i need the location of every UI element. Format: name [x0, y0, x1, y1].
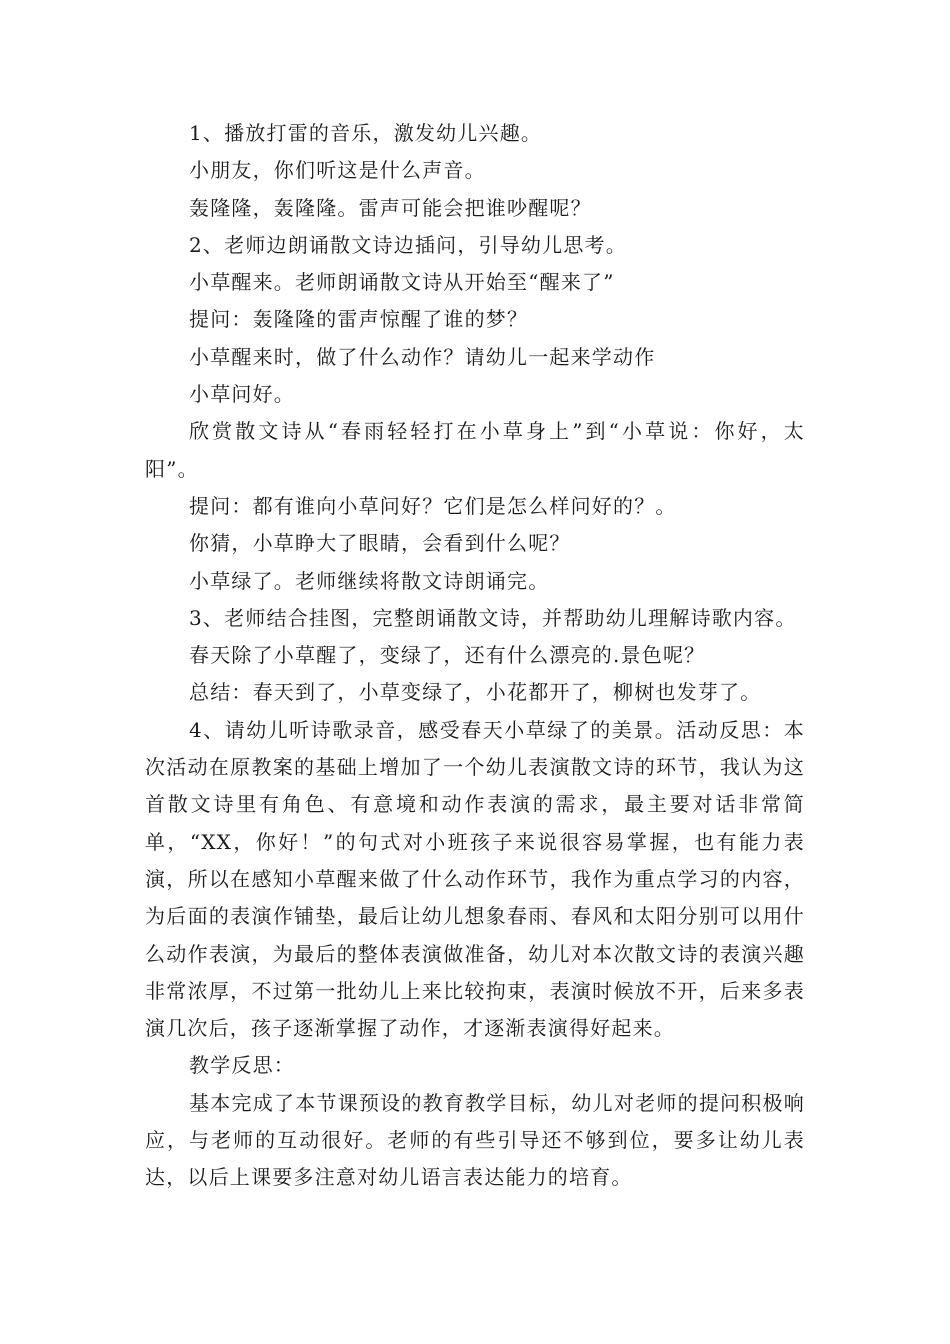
paragraph: 3、老师结合挂图，完整朗诵散文诗，并帮助幼儿理解诗歌内容。	[189, 605, 797, 630]
paragraph: 小朋友，你们听这是什么声音。	[189, 158, 486, 183]
paragraph: 提问：轰隆隆的雷声惊醒了谁的梦？	[189, 307, 529, 332]
paragraph: 欣赏散文诗从“春雨轻轻打在小草身上”到“小草说：你好，太阳”。	[145, 419, 805, 481]
paragraph: 轰隆隆，轰隆隆。雷声可能会把谁吵醒呢？	[189, 195, 592, 220]
paragraph: 春天除了小草醒了，变绿了，还有什么漂亮的.景色呢？	[189, 643, 706, 668]
paragraph: 基本完成了本节课预设的教育教学目标，幼儿对老师的提问积极响应，与老师的互动很好。老师的有些引导还不够到位，要多让幼儿表达，以后上课要多注意对幼儿语言表达能力的培育。	[145, 1090, 805, 1190]
document-body	[145, 115, 805, 1197]
paragraph: 1、播放打雷的音乐，激发幼儿兴趣。	[189, 121, 543, 145]
paragraph: 总结：春天到了，小草变绿了，小花都开了，柳树也发芽了。	[189, 680, 762, 705]
paragraph: 小草醒来时，做了什么动作？请幼儿一起来学动作	[189, 344, 656, 369]
paragraph: 4、请幼儿听诗歌录音，感受春天小草绿了的美景。活动反思：本次活动在原教案的基础上增加了一个幼儿表演散文诗的环节，我认为这首散文诗里有角色、有意境和动作表演的需求，最主要对话非常简单，“XX，你好！”的句式对小班孩子来说很容易掌握，也有能力表演，所以在感知小草醒来做了什么动作环节，我作为重点学习的内容，为后面的表演作铺垫，最后让幼儿想象春雨、春风和太阳分别可以用什么动作表演，为最后的整体表演做准备，幼儿对本次散文诗的表演兴趣非常浓厚，不过第一批幼儿上来比较拘束，表演时候放不开，后来多表演几次后，孩子逐渐掌握了动作，才逐渐表演得好起来。	[145, 717, 805, 1041]
paragraph: 小草绿了。老师继续将散文诗朗诵完。	[189, 568, 550, 593]
paragraph: 提问：都有谁向小草问好？它们是怎么样问好的？。	[189, 493, 677, 518]
paragraph: 小草问好。	[189, 382, 295, 407]
paragraph: 2、老师边朗诵散文诗边插问，引导幼儿思考。	[189, 232, 627, 257]
paragraph: 小草醒来。老师朗诵散文诗从开始至“醒来了”	[189, 270, 615, 295]
paragraph: 教学反思：	[189, 1053, 295, 1078]
paragraph: 你猜，小草睁大了眼睛，会看到什么呢？	[189, 531, 571, 556]
